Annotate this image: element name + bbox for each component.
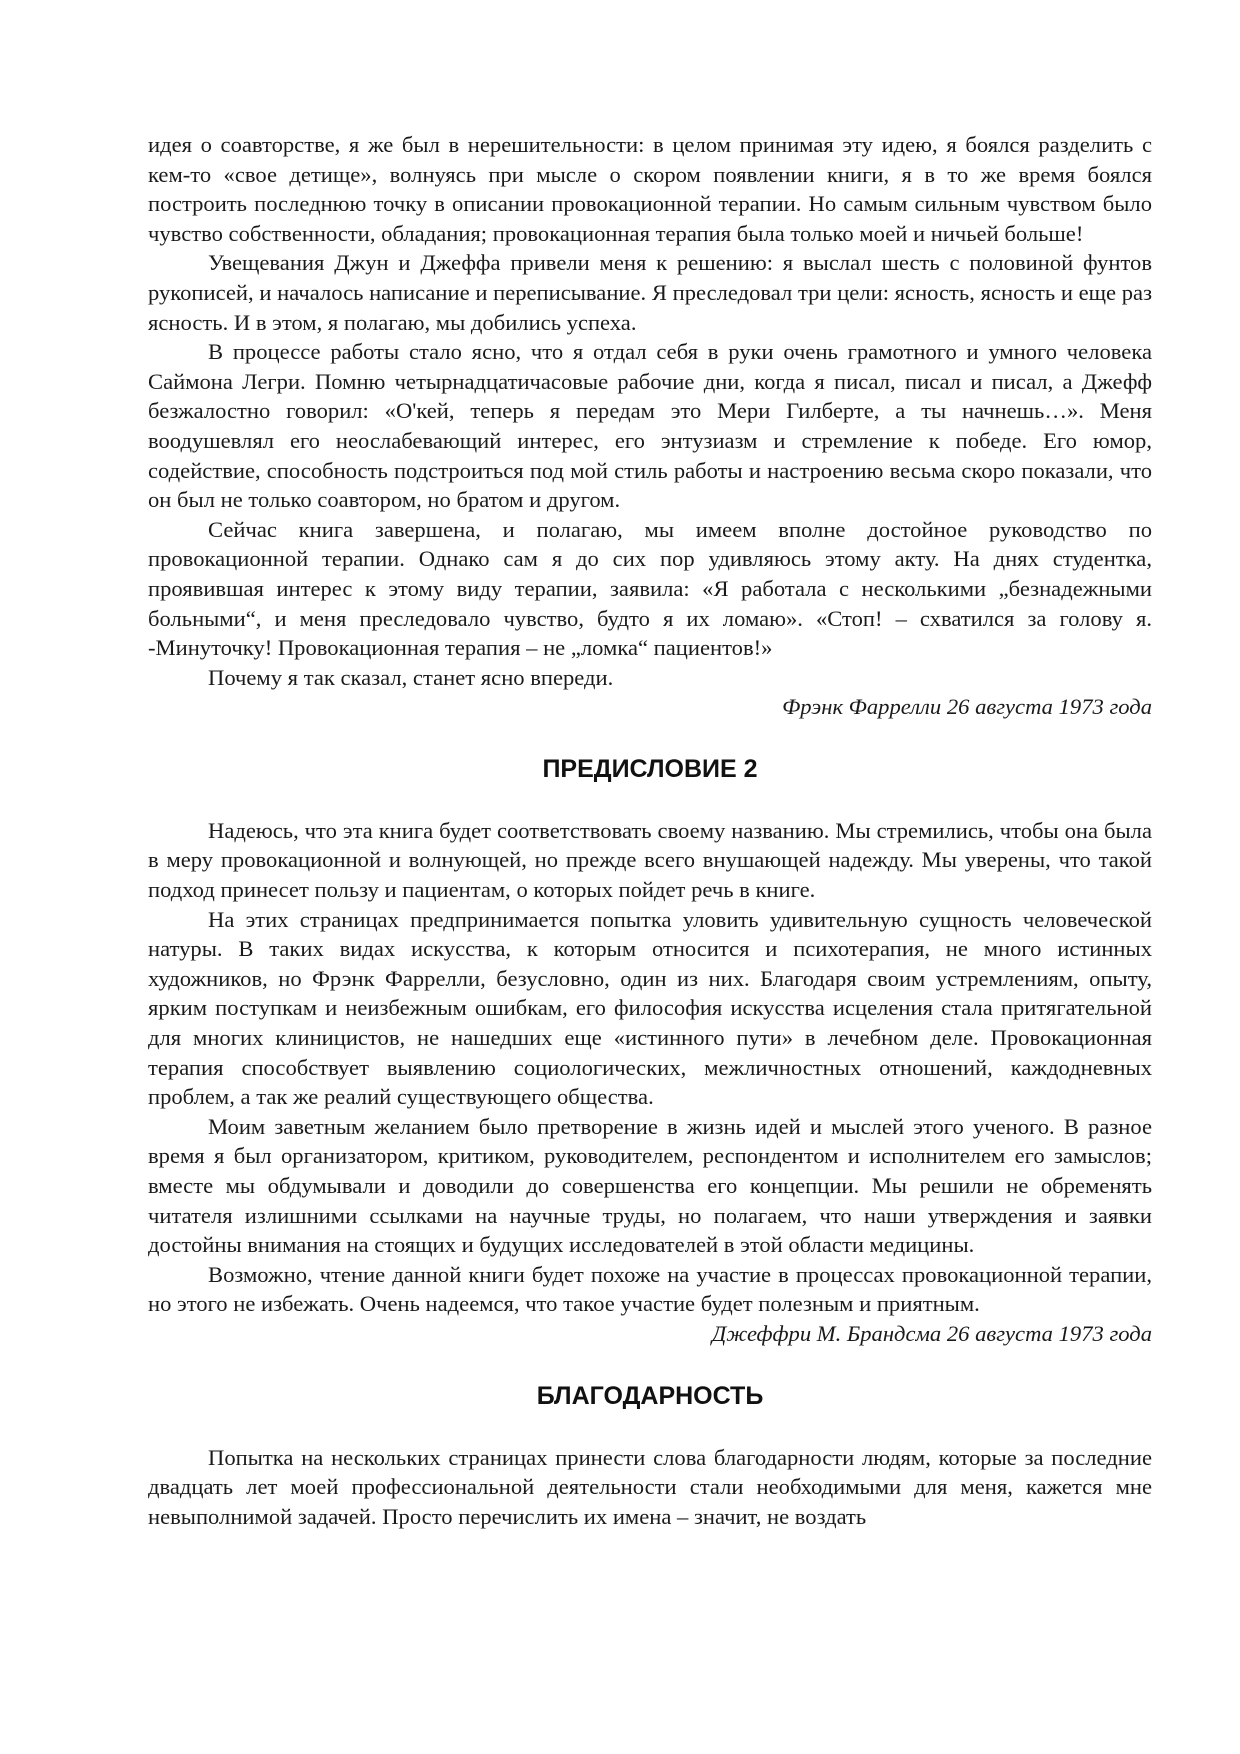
section-title-acknowledgements: БЛАГОДАРНОСТЬ xyxy=(536,1381,764,1410)
signature-brandsma: Джеффри М. Брандсма 26 августа 1973 года xyxy=(711,1320,1152,1346)
document-page xyxy=(148,130,1152,1531)
section-title-foreword-2: ПРЕДИСЛОВИЕ 2 xyxy=(542,754,758,783)
paragraph: В процессе работы стало ясно, что я отдал себя в руки очень грамотного и умного человека Саймона Легри. Помню четырнадцатичасовые рабочие дни, когда я писал, писал и писал, а Джефф безжалостно говорил: «О'кей, теперь я передам это Мери Гилберте, а ты начнешь…». Меня воодушевлял его неослабевающий интерес, его энтузиазм и стремление к победе. Его юмор, содействие, способность подстроиться под мой стиль работы и настроению весьма скоро показали, что он был не только соавтором, но братом и другом. xyxy=(148,339,1152,513)
paragraph: Попытка на нескольких страницах принести слова благодарности людям, которые за последние двадцать лет моей профессиональной деятельности стали необходимыми для меня, кажется мне невыполнимой задачей. Просто перечислить их имена – значит, не воздать xyxy=(148,1444,1152,1529)
paragraph: Увещевания Джун и Джеффа привели меня к решению: я выслал шесть с половиной фунтов рукописей, и началось написание и переписывание. Я преследовал три цели: ясность, ясность и еще раз ясность. И в этом, я полагаю, мы добились успеха. xyxy=(148,250,1152,335)
paragraph: Надеюсь, что эта книга будет соответствовать своему названию. Мы стремились, чтобы она была в меру провокационной и волнующей, но прежде всего внушающей надежду. Мы уверены, что такой подход принесет пользу и пациентам, о которых пойдет речь в книге. xyxy=(148,817,1152,903)
paragraph: Почему я так сказал, станет ясно впереди. xyxy=(208,664,614,690)
paragraph: На этих страницах предпринимается попытка уловить удивительную сущность человеческой натуры. В таких видах искусства, к которым относится и психотерапия, не много истинных художников, но Фрэнк Фаррелли, безусловно, один из них. Благодаря своим устремлениям, опыту, ярким поступкам и неизбежным ошибкам, его философия искусства исцеления стала притягательной для многих клиницистов, не нашедших еще «истинного пути» в лечебном деле. Провокационная терапия способствует выявлению социологических, межличностных отношений, каждодневных проблем, а так же реалий существующего общества. xyxy=(148,906,1152,1110)
paragraph: Сейчас книга завершена, и полагаю, мы имеем вполне достойное руководство по провокационной терапии. Однако сам я до сих пор удивляюсь этому акту. На днях студентка, проявившая интерес к этому виду терапии, заявила: «Я работала с несколькими „безнадежными больными“, и меня преследовало чувство, будто я их ломаю». «Стоп! – схватился за голову я. -Минуточку! Провокационная терапия – не „ломка“ пациентов!» xyxy=(148,516,1152,661)
paragraph: идея о соавторстве, я же был в нерешительности: в целом принимая эту идею, я боялся разделить с кем-то «свое детище», волнуясь при мысле о скором появлении книги, я в то же время боялся построить последнюю точку в описании провокационной терапии. Но самым сильным чувством было чувство собственности, обладания; провокационная терапия была только моей и ничьей больше! xyxy=(148,132,1152,246)
paragraph: Возможно, чтение данной книги будет похоже на участие в процессах провокационной терапии, но этого не избежать. Очень надеемся, что такое участие будет полезным и приятным. xyxy=(148,1261,1152,1317)
paragraph: Моим заветным желанием было претворение в жизнь идей и мыслей этого ученого. В разное время я был организатором, критиком, руководителем, респондентом и исполнителем его замыслов; вместе мы обдумывали и доводили до совершенства его концепции. Мы решили не обременять читателя излишними ссылками на научные труды, но полагаем, что наши утверждения и заявки достойны внимания на стоящих и будущих исследователей в этой области медицины. xyxy=(148,1113,1152,1258)
signature-farrelly: Фрэнк Фаррелли 26 августа 1973 года xyxy=(782,694,1152,720)
